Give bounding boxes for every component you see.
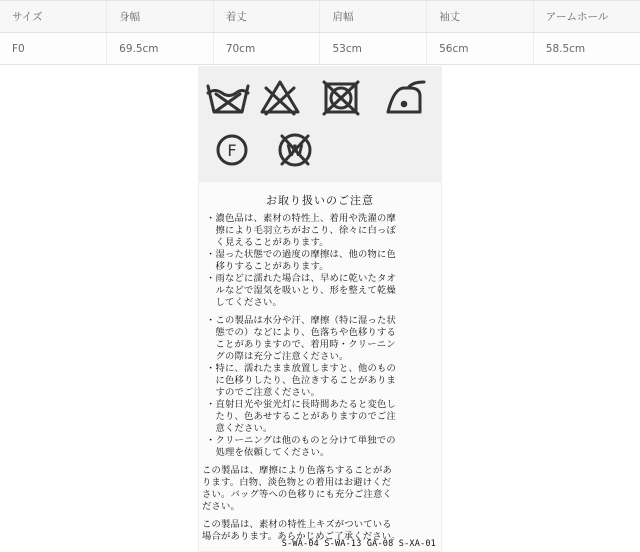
care-code: S-WA-04 S-WA-13 GA-08 S-XA-01 (281, 539, 436, 549)
care-line: ことがありますので、着用時・クリーニン (206, 339, 396, 350)
care-line: ・雨などに濡れた場合は、早めに乾いたタオ (206, 273, 396, 284)
header-length: 着丈 (213, 1, 320, 33)
care-line: ・クリーニングは他のものと分けて単独での (206, 435, 396, 446)
header-armhole: アームホール (533, 1, 640, 33)
care-line: すのでご注意ください。 (206, 387, 320, 398)
cell-shoulder-width: 53cm (320, 33, 427, 65)
cell-armhole: 58.5cm (533, 33, 640, 65)
care-symbols-graphic (198, 66, 442, 182)
care-label-image (198, 66, 442, 552)
care-line: に色移りしたり、色泣きすることがありま (206, 375, 396, 386)
care-line: この製品は、摩擦により色落ちすることがあ (202, 465, 392, 476)
care-line: してください。 (206, 297, 282, 308)
care-line: 移りすることがあります。 (206, 261, 329, 272)
care-notes (198, 184, 442, 552)
do-not-tumble-dry-icon (324, 82, 358, 114)
cell-sleeve-length: 56cm (427, 33, 534, 65)
care-line: ・濃色品は、素材の特性上、着用や洗濯の摩 (206, 213, 396, 224)
care-line: 擦により毛羽立ちがおこり、徐々に白っぽ (206, 225, 396, 236)
table-row (0, 33, 640, 65)
cell-body-width: 69.5cm (107, 33, 214, 65)
care-line: 処理を依頼してください。 (206, 447, 330, 458)
do-not-wet-clean-icon (280, 135, 310, 165)
header-body-width: 身幅 (107, 1, 214, 33)
care-line: ・湿った状態での過度の摩擦は、他の物に色 (206, 249, 396, 260)
care-line: 態での）などにより、色落ちや色移りする (206, 327, 396, 338)
svg-text:W: W (286, 141, 304, 160)
care-line: 場合があります。あらかじめご了承ください。 (202, 531, 401, 542)
care-line: ださい。 (202, 501, 240, 512)
iron-low-icon (388, 82, 424, 112)
care-heading: お取り扱いのご注意 (266, 194, 374, 207)
care-line: この製品は、素材の特性上キズがついている (202, 519, 392, 530)
care-line: ります。白物、淡色物との着用はお避けくだ (202, 477, 392, 488)
header-sleeve-length: 袖丈 (427, 1, 534, 33)
care-line: く見えることがあります。 (206, 237, 329, 248)
care-line: ・直射日光や蛍光灯に長時間あたると変色し (206, 399, 396, 410)
size-table-header-row (0, 1, 640, 33)
cell-length: 70cm (213, 33, 320, 65)
wash-tub-icon (208, 86, 248, 112)
header-shoulder-width: 肩幅 (320, 1, 427, 33)
do-not-bleach-icon (262, 82, 298, 114)
size-table (0, 0, 640, 65)
care-line: たり、色あせすることがありますのでご注 (206, 411, 396, 422)
care-line: 意ください。 (206, 423, 273, 434)
dry-clean-letter: F (227, 141, 237, 160)
care-line: さい。バッグ等への色移りにも充分ご注意く (202, 489, 392, 500)
care-line: ルなどで湿気を吸いとり、形を整えて乾燥 (206, 285, 396, 296)
cell-size: F0 (0, 33, 107, 65)
care-line: ・特に、濡れたまま放置しますと、他のもの (206, 363, 396, 374)
care-line: グの際は充分ご注意ください。 (206, 351, 349, 362)
header-size: サイズ (0, 1, 107, 33)
care-line: ・この製品は水分や汗、摩擦（特に湿った状 (206, 315, 396, 326)
care-symbols (198, 66, 442, 182)
